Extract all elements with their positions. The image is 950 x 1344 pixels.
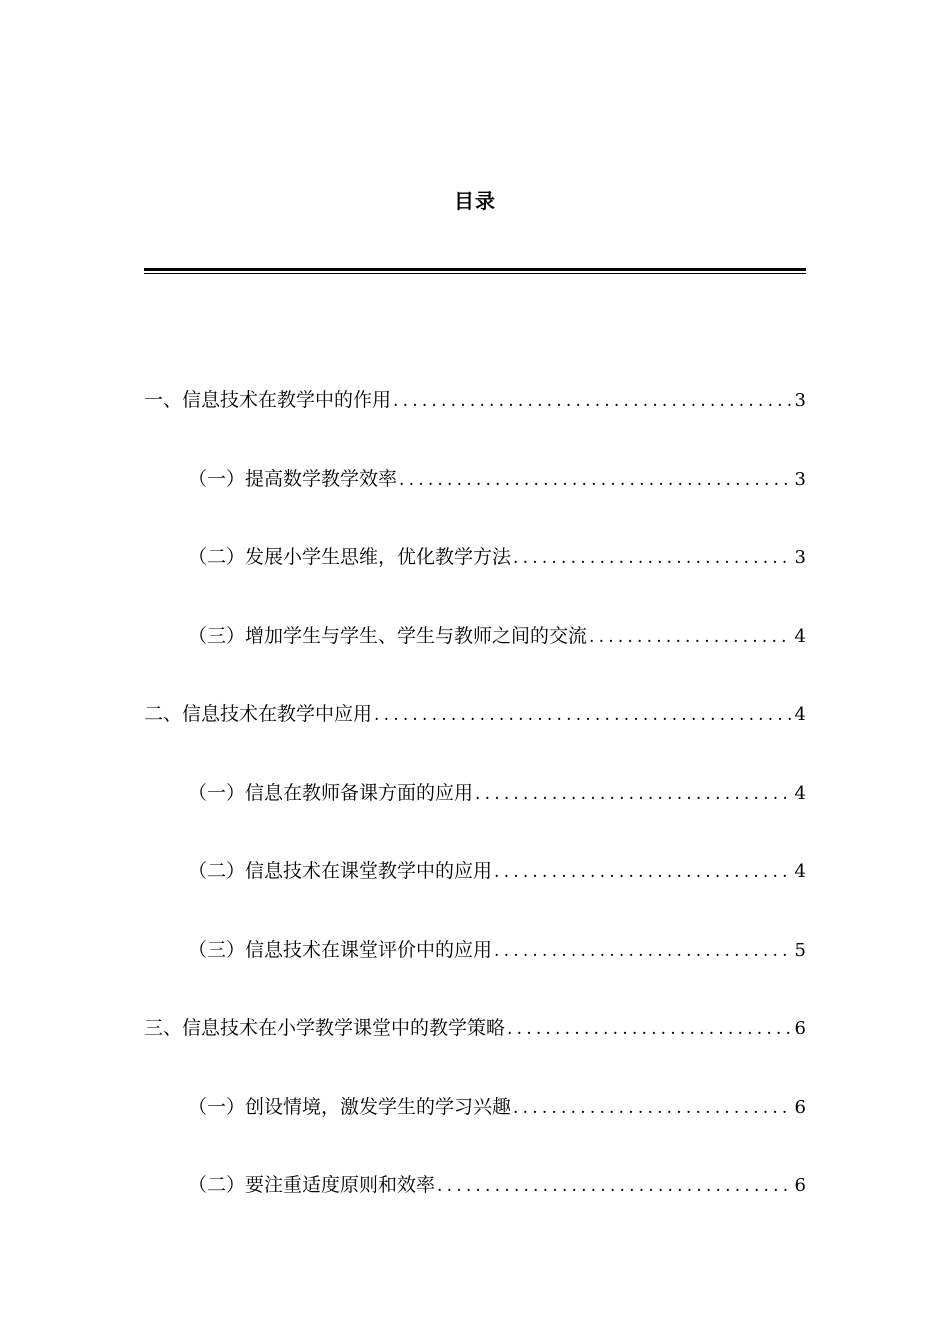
toc-entry-page: 5	[794, 939, 806, 961]
toc-entry-text: （一）提高数学教学效率	[188, 467, 398, 490]
toc-entry[interactable]	[144, 930, 806, 1009]
toc-entry-page: 6	[794, 1096, 806, 1118]
toc-entry[interactable]	[144, 1008, 806, 1087]
toc-entry-text: （一）创设情境，激发学生的学习兴趣	[188, 1095, 512, 1118]
toc-entry[interactable]	[144, 694, 806, 773]
toc-entry[interactable]	[144, 1087, 806, 1166]
toc-entry-text: 三、信息技术在小学教学课堂中的教学策略	[144, 1017, 506, 1039]
toc-entry[interactable]	[144, 537, 806, 616]
toc-entry[interactable]	[144, 380, 806, 459]
toc-entry-text: （三）信息技术在课堂评价中的应用	[188, 938, 493, 961]
toc-leader-dots	[513, 538, 792, 578]
toc-entry[interactable]	[144, 851, 806, 930]
toc-entry-text: （二）信息技术在课堂教学中的应用	[188, 860, 493, 882]
toc-entry[interactable]	[144, 1165, 806, 1244]
toc-entry-text: （一）信息在教师备课方面的应用	[188, 781, 474, 804]
toc-entry-text: （三）增加学生与学生、学生与教师之间的交流	[188, 624, 588, 647]
toc-entry[interactable]	[144, 616, 806, 695]
toc-entry[interactable]	[144, 459, 806, 538]
toc-entry-text: （二）要注重适度原则和效率	[188, 1174, 436, 1196]
table-of-contents	[144, 380, 806, 1244]
toc-leader-dots	[437, 1166, 792, 1206]
toc-entry-text: 一、信息技术在教学中的作用	[144, 389, 392, 411]
toc-entry[interactable]	[144, 773, 806, 852]
toc-leader-dots	[507, 1009, 792, 1049]
title-divider-thick	[144, 268, 806, 271]
toc-entry-page: 3	[794, 390, 806, 411]
toc-entry-page: 4	[794, 782, 806, 804]
toc-entry-page: 6	[794, 1175, 806, 1196]
toc-entry-page: 4	[794, 625, 806, 647]
toc-leader-dots	[475, 774, 792, 814]
toc-leader-dots	[374, 695, 792, 735]
toc-leader-dots	[399, 460, 792, 500]
toc-leader-dots	[393, 381, 792, 421]
toc-entry-page: 4	[794, 861, 806, 882]
toc-entry-page: 4	[794, 704, 806, 725]
toc-leader-dots	[494, 852, 792, 892]
title-divider-thin	[144, 273, 806, 274]
toc-entry-page: 6	[794, 1018, 806, 1039]
toc-entry-text: （二）发展小学生思维，优化教学方法	[188, 546, 512, 568]
toc-entry-text: 二、信息技术在教学中应用	[144, 703, 373, 725]
toc-entry-page: 3	[794, 468, 806, 490]
toc-leader-dots	[589, 617, 792, 657]
toc-leader-dots	[513, 1088, 792, 1128]
toc-entry-page: 3	[794, 547, 806, 568]
toc-leader-dots	[494, 931, 792, 971]
page-title: 目录	[454, 189, 496, 213]
